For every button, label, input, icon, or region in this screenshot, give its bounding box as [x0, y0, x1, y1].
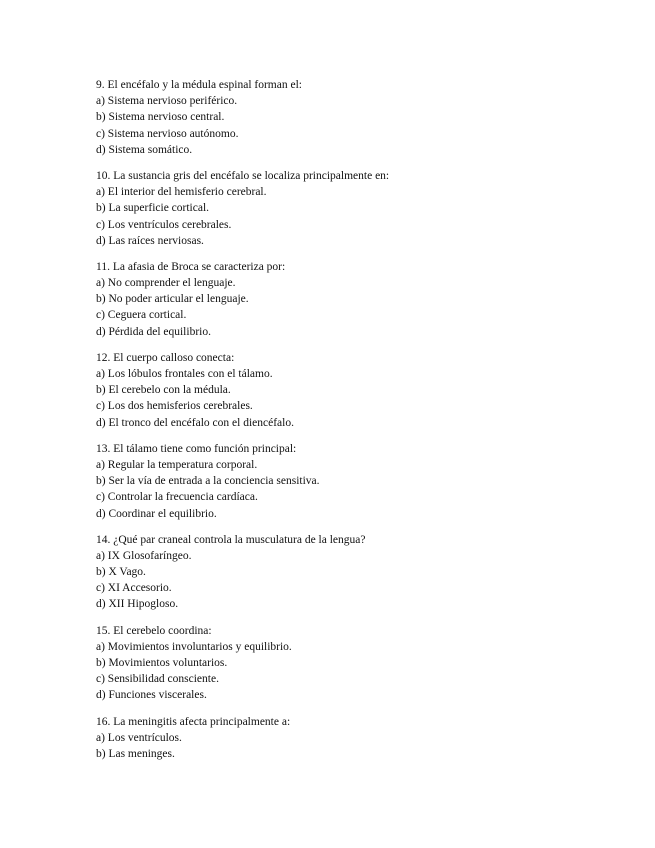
- question-text: 10. La sustancia gris del encéfalo se localiza principalmente en:: [96, 169, 390, 182]
- document-page: [96, 77, 616, 772]
- answer-option: a) El interior del hemisferio cerebral.: [96, 186, 267, 199]
- question-block: [96, 350, 616, 431]
- answer-option: d) Pérdida del equilibrio.: [96, 325, 211, 338]
- answer-option: c) XI Accesorio.: [96, 582, 172, 595]
- answer-option: d) Sistema somático.: [96, 143, 193, 156]
- question-text: 13. El tálamo tiene como función principal:: [96, 442, 297, 455]
- question-block: [96, 259, 616, 340]
- answer-option: d) El tronco del encéfalo con el diencéfalo.: [96, 416, 294, 429]
- answer-option: d) Las raíces nerviosas.: [96, 234, 204, 247]
- answer-option: b) Movimientos voluntarios.: [96, 657, 228, 669]
- answer-option: c) Controlar la frecuencia cardíaca.: [96, 491, 258, 504]
- question-block: [96, 714, 616, 763]
- answer-option: c) Los dos hemisferios cerebrales.: [96, 400, 253, 413]
- answer-option: c) Ceguera cortical.: [96, 309, 187, 322]
- answer-option: c) Los ventrículos cerebrales.: [96, 218, 232, 231]
- answer-option: b) Ser la vía de entrada a la conciencia sensitiva.: [96, 475, 320, 488]
- answer-option: b) Las meninges.: [96, 747, 175, 760]
- answer-option: d) Coordinar el equilibrio.: [96, 507, 217, 520]
- answer-option: b) La superficie cortical.: [96, 202, 210, 215]
- answer-option: b) X Vago.: [96, 566, 146, 579]
- question-text: 9. El encéfalo y la médula espinal forman el:: [96, 79, 302, 91]
- question-text: 16. La meningitis afecta principalmente a:: [96, 715, 291, 728]
- answer-option: c) Sistema nervioso autónomo.: [96, 127, 239, 140]
- answer-option: a) Movimientos involuntarios y equilibrio.: [96, 640, 292, 653]
- answer-option: a) IX Glosofaríngeo.: [96, 549, 192, 562]
- question-block: [96, 77, 616, 158]
- question-text: 11. La afasia de Broca se caracteriza por:: [96, 260, 286, 273]
- answer-option: b) Sistema nervioso central.: [96, 111, 225, 124]
- question-block: [96, 623, 616, 704]
- question-text: 15. El cerebelo coordina:: [96, 624, 212, 637]
- answer-option: a) Los lóbulos frontales con el tálamo.: [96, 368, 273, 380]
- answer-option: a) Regular la temperatura corporal.: [96, 458, 258, 471]
- answer-option: d) Funciones viscerales.: [96, 689, 207, 702]
- answer-option: d) XII Hipogloso.: [96, 598, 179, 611]
- answer-option: b) El cerebelo con la médula.: [96, 384, 231, 397]
- answer-option: a) Sistema nervioso periférico.: [96, 95, 238, 108]
- answer-option: a) Los ventrículos.: [96, 731, 182, 744]
- question-text: 14. ¿Qué par craneal controla la musculatura de la lengua?: [96, 533, 366, 546]
- question-text: 12. El cuerpo calloso conecta:: [96, 351, 235, 364]
- answer-option: b) No poder articular el lenguaje.: [96, 293, 249, 306]
- answer-option: a) No comprender el lenguaje.: [96, 277, 236, 290]
- question-block: [96, 168, 616, 249]
- question-block: [96, 532, 616, 613]
- question-block: [96, 441, 616, 522]
- answer-option: c) Sensibilidad consciente.: [96, 673, 219, 686]
